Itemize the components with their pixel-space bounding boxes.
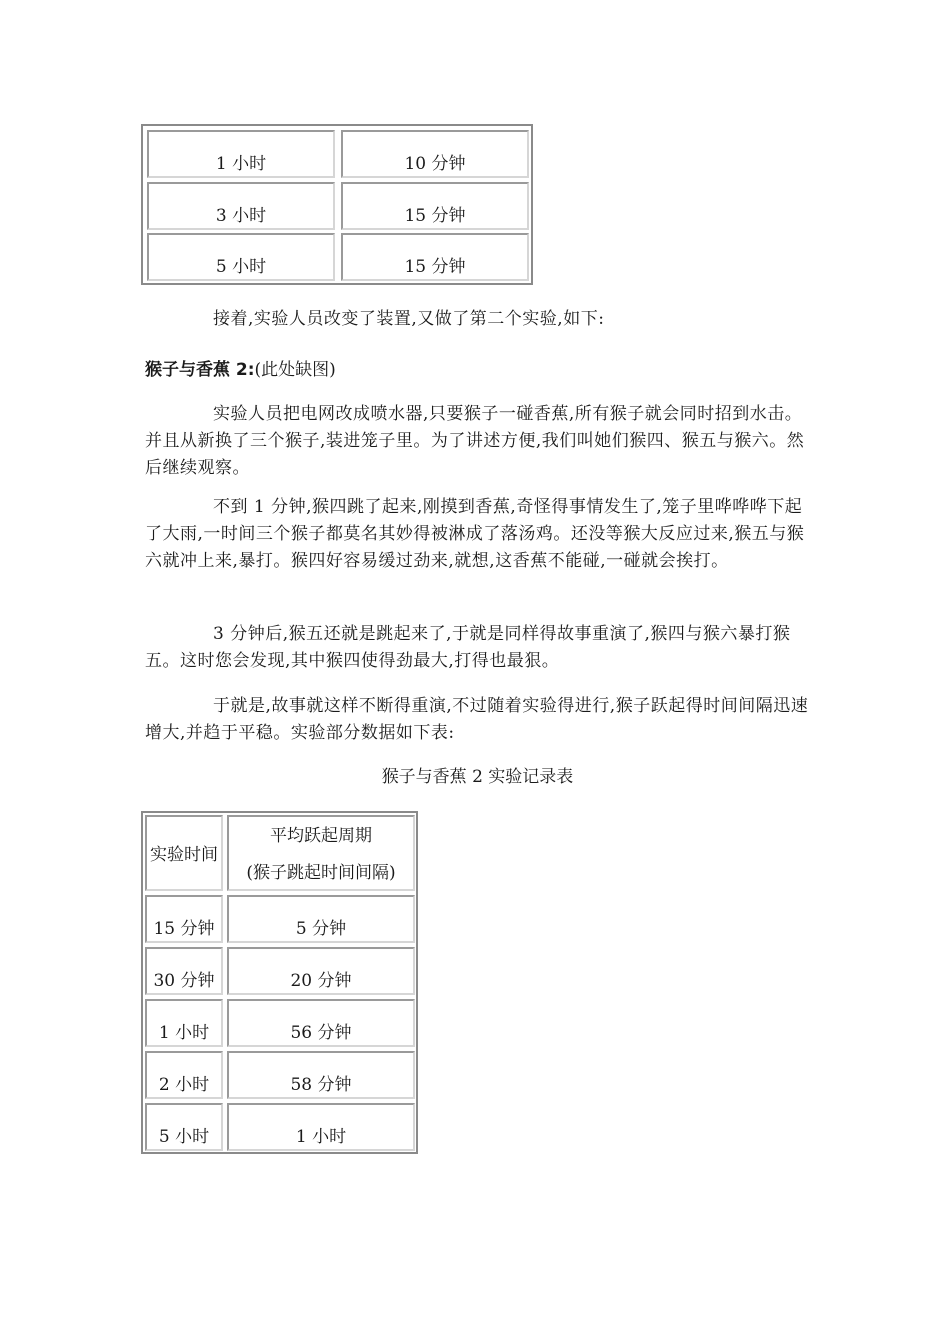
section-heading-note: (此处缺图): [254, 360, 336, 380]
table-cell: 20 分钟: [227, 947, 415, 995]
paragraph: 实验人员把电网改成喷水器,只要猴子一碰香蕉,所有猴子就会同时招到水击。并且从新换了三个猴子,装进笼子里。为了讲述方便,我们叫她们猴四、猴五与猴六。然后继续观察。: [145, 404, 805, 478]
table-cell: 56 分钟: [227, 999, 415, 1047]
paragraph: 不到 1 分钟,猴四跳了起来,刚摸到香蕉,奇怪得事情发生了,笼子里哗哗哗下起了大雨,一时间三个猴子都莫名其妙得被淋成了落汤鸡。还没等猴大反应过来,猴五与猴六就冲上来,暴打。猴四好容易缓过劲来,就想,这香蕉不能碰,一碰就会挨打。: [145, 497, 805, 571]
paragraph: 接着,实验人员改变了装置,又做了第二个实验,如下:: [213, 309, 605, 329]
table-cell: 15 分钟: [145, 895, 223, 943]
paragraph: 于就是,故事就这样不断得重演,不过随着实验得进行,猴子跃起得时间间隔迅速增大,并趋于平稳。实验部分数据如下表:: [145, 696, 809, 743]
header-line: 平均跃起周期: [270, 826, 372, 846]
table-cell: 3 小时: [147, 182, 335, 230]
table-row: [147, 233, 529, 281]
table-cell: 5 小时: [147, 233, 335, 281]
table-row: [147, 182, 529, 230]
table-cell: 58 分钟: [227, 1051, 415, 1099]
table-cell: 1 小时: [145, 999, 223, 1047]
section-heading: [145, 357, 336, 384]
table-cell: 1 小时: [227, 1103, 415, 1151]
table-cell: 30 分钟: [145, 947, 223, 995]
table-cell: 5 小时: [145, 1103, 223, 1151]
results-table-2: [141, 811, 418, 1154]
table-cell: 10 分钟: [341, 130, 529, 178]
table-cell: 5 分钟: [227, 895, 415, 943]
table-cell: 2 小时: [145, 1051, 223, 1099]
paragraph: 3 分钟后,猴五还就是跳起来了,于就是同样得故事重演了,猴四与猴六暴打猴五。这时您会发现,其中猴四使得劲最大,打得也最狠。: [145, 624, 791, 671]
table-caption: 猴子与香蕉 2 实验记录表: [381, 767, 574, 787]
table-header-cell: [227, 815, 415, 891]
table-cell: 1 小时: [147, 130, 335, 178]
results-table-1: [141, 124, 533, 285]
table-row: [147, 130, 529, 178]
table-cell: 15 分钟: [341, 182, 529, 230]
table-cell: 15 分钟: [341, 233, 529, 281]
table-header-cell: 实验时间: [145, 815, 223, 891]
header-line: (猴子跳起时间间隔): [246, 863, 396, 883]
section-heading-bold: 猴子与香蕉 2:: [145, 360, 255, 380]
